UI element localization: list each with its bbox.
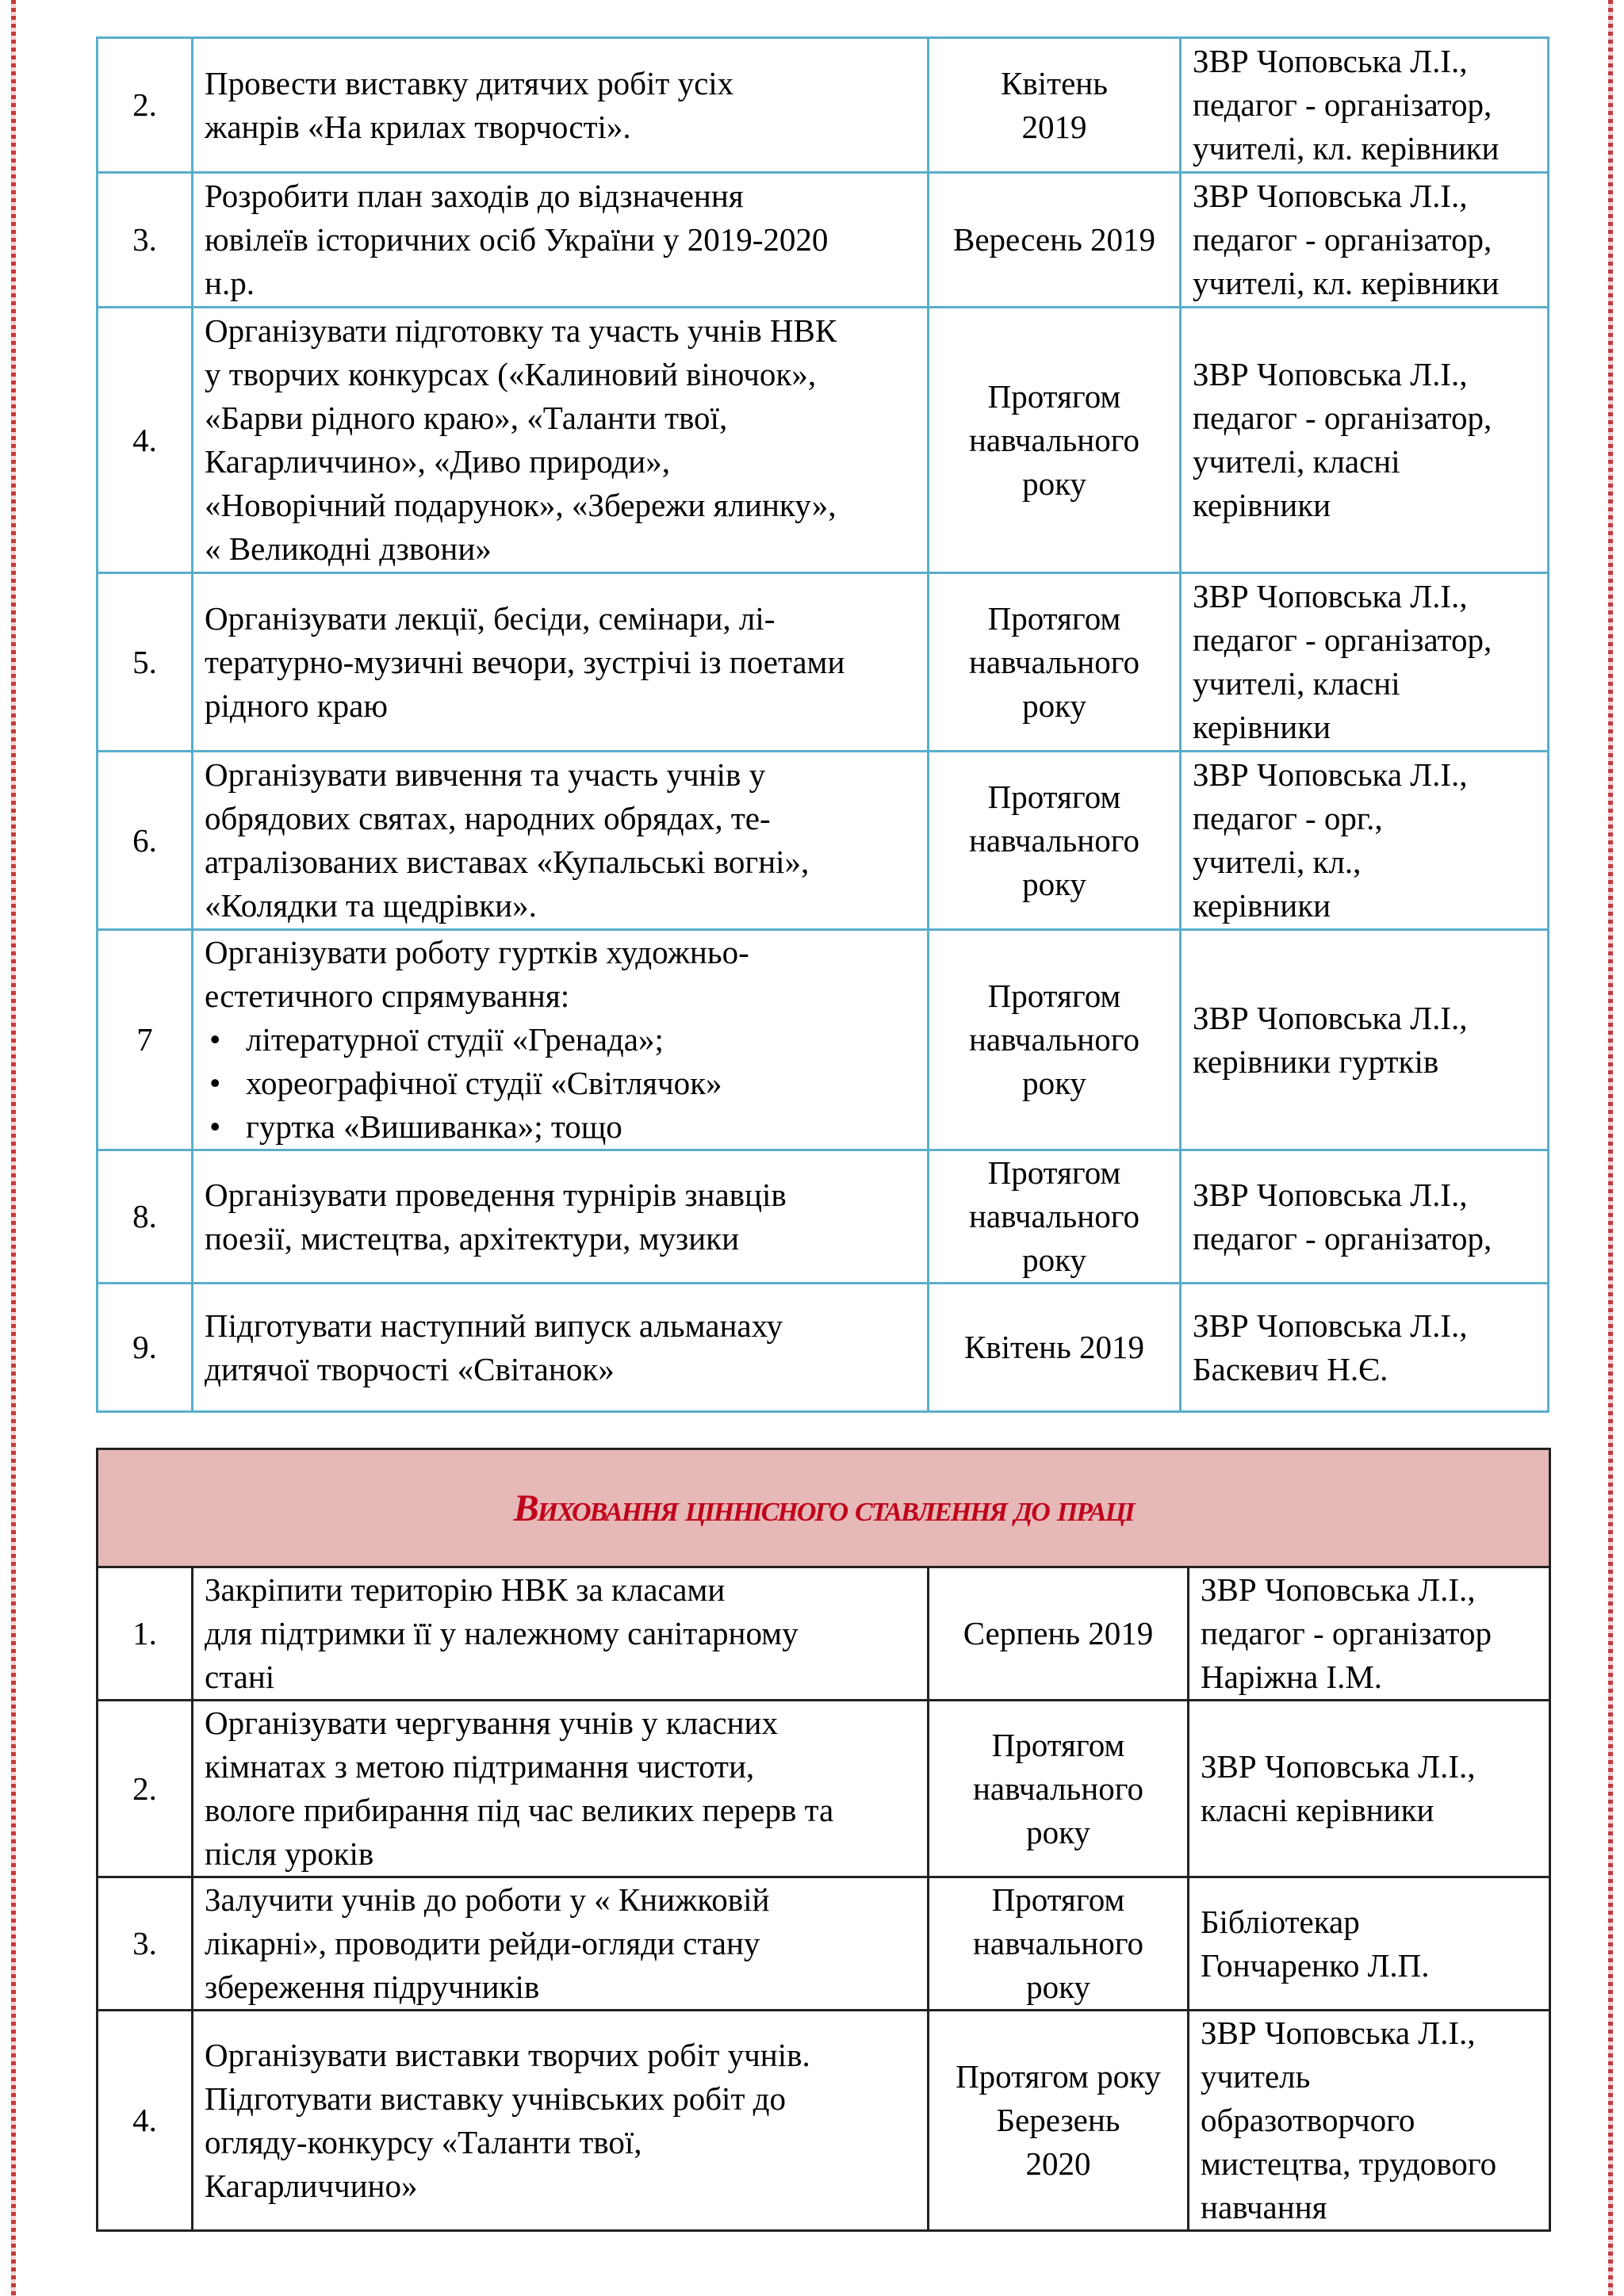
text-line: кімнатах з метою підтримання чистоти,: [205, 1748, 755, 1785]
text-line: рідного краю: [205, 687, 388, 724]
text-line: учителі, класні: [1193, 443, 1400, 480]
task-cell: [193, 930, 929, 1150]
text-line: Вересень 2019: [952, 221, 1156, 258]
text-line: навчального: [972, 1925, 1143, 1961]
text-line: Організувати підготовку та участь учнів НВК: [205, 312, 837, 349]
table-row: [98, 1284, 1549, 1412]
text-line: Протягом: [987, 778, 1121, 815]
text-line: навчання: [1201, 2189, 1327, 2225]
text-line: 2020: [1025, 2145, 1091, 2182]
text-line: року: [1026, 1969, 1090, 2005]
section-heading: Виховання ціннісного ставлення до праці: [98, 1449, 1550, 1567]
text-line: педагог - організатор,: [1193, 622, 1492, 658]
plan-table-aesthetic: [96, 36, 1549, 1413]
table-row: [98, 308, 1549, 573]
row-number: 3.: [98, 1877, 193, 2011]
term-cell: [929, 752, 1181, 930]
responsible-cell: [1181, 308, 1549, 573]
term-cell: [929, 1150, 1181, 1284]
text-line: після уроків: [205, 1835, 374, 1872]
task-cell: [193, 752, 929, 930]
term-cell: [929, 1877, 1189, 2011]
table-row: [98, 573, 1549, 752]
text-line: року: [1022, 687, 1086, 724]
table-row: [98, 752, 1549, 930]
responsible-cell: [1189, 2011, 1550, 2231]
text-line: Організувати лекції, бесіди, семінари, лі-: [205, 599, 776, 637]
responsible-cell: [1189, 1877, 1550, 2011]
text-line: н.р.: [205, 265, 255, 301]
text-line: Протягом: [987, 377, 1121, 415]
text-line: «Барви рідного краю», «Таланти твої,: [205, 400, 728, 436]
text-line: учителі, кл.,: [1193, 844, 1362, 880]
page-border-left: [11, 0, 16, 2296]
text-line: 2019: [1021, 108, 1087, 145]
text-line: Гончаренко Л.П.: [1201, 1946, 1430, 1984]
task-cell: [193, 38, 929, 173]
text-line: Організувати вивчення та участь учнів у: [205, 756, 766, 793]
task-cell: [193, 573, 929, 752]
task-cell: [193, 1701, 929, 1877]
text-line: навчального: [968, 1198, 1139, 1234]
text-line: Баскевич Н.Є.: [1193, 1350, 1388, 1387]
text-line: навчального: [972, 1770, 1143, 1807]
text-line: стані: [205, 1659, 275, 1695]
text-line: учителі, кл. керівники: [1193, 130, 1500, 166]
text-line: педагог - орг.,: [1193, 800, 1383, 836]
text-line: огляду-конкурсу «Таланти твої,: [205, 2123, 642, 2160]
responsible-cell: [1189, 1567, 1550, 1701]
text-line: збереження підручників: [205, 1969, 540, 2005]
text-line: педагог - організатор,: [1193, 221, 1492, 258]
text-line: Квітень: [1001, 64, 1108, 101]
text-line: Розробити план заходів до відзначення: [205, 178, 744, 214]
row-number: 7: [98, 930, 193, 1150]
row-number: 4.: [98, 308, 193, 573]
text-line: року: [1022, 1065, 1086, 1101]
text-line: класні керівники: [1201, 1792, 1434, 1828]
text-line: Протягом: [987, 978, 1121, 1014]
bullet-item: • хореографічної студії «Світлячок»: [209, 1062, 916, 1105]
text-line: Протягом: [987, 599, 1121, 637]
responsible-cell: [1181, 1284, 1549, 1412]
text-line: атралізованих виставах «Купальські вогні»,: [205, 844, 810, 880]
text-line: мистецтва, трудового: [1201, 2145, 1497, 2182]
text-line: Протягом року: [956, 2058, 1161, 2095]
responsible-cell: [1181, 173, 1549, 308]
responsible-cell: [1181, 930, 1549, 1150]
table-row: [98, 38, 1549, 173]
term-cell: [929, 308, 1181, 573]
text-line: Підготувати виставку учнівських робіт до: [205, 2080, 786, 2117]
text-line: ЗВР Чоповська Л.І.,: [1193, 999, 1468, 1036]
text-line: Організувати чергування учнів у класних: [205, 1705, 778, 1741]
text-line: навчального: [968, 1021, 1139, 1058]
text-line: педагог - організатор,: [1193, 1219, 1492, 1257]
term-cell: [929, 1701, 1189, 1877]
text-line: Закріпити територію НВК за класами: [205, 1571, 726, 1608]
text-line: для підтримки її у належному санітарному: [205, 1615, 799, 1651]
bullet-item: • літературної студії «Гренада»;: [209, 1018, 916, 1062]
text-line: ЗВР Чоповська Л.І.,: [1193, 756, 1468, 793]
text-line: Бібліотекар: [1201, 1903, 1360, 1940]
table-row: [98, 1877, 1550, 2011]
text-line: Кагарличчино», «Диво природи»,: [205, 443, 670, 480]
responsible-cell: [1181, 1150, 1549, 1284]
text-line: ЗВР Чоповська Л.І.,: [1201, 2015, 1476, 2051]
text-line: Наріжна І.М.: [1201, 1659, 1383, 1695]
text-line: року: [1022, 465, 1086, 502]
text-line: ЗВР Чоповська Л.І.,: [1193, 1176, 1468, 1213]
term-cell: [929, 2011, 1189, 2231]
text-line: ЗВР Чоповська Л.І.,: [1193, 1307, 1468, 1344]
task-cell: [193, 1284, 929, 1412]
page-border-right: [1608, 0, 1613, 2296]
term-cell: [929, 930, 1181, 1150]
text-line: образотворчого: [1201, 2102, 1415, 2138]
table-row: [98, 1701, 1550, 1877]
text-line: Організувати проведення турнірів знавців: [205, 1176, 787, 1213]
responsible-cell: [1181, 752, 1549, 930]
text-line: учитель: [1201, 2058, 1311, 2095]
task-cell: [193, 308, 929, 573]
text-line: навчального: [968, 421, 1139, 458]
row-number: 2.: [98, 38, 193, 173]
row-number: 6.: [98, 752, 193, 930]
text-line: Квітень 2019: [963, 1329, 1145, 1365]
term-cell: [929, 173, 1181, 308]
text-line: року: [1022, 1242, 1086, 1278]
text-line: навчального: [968, 643, 1139, 680]
text-line: «Колядки та щедрівки».: [205, 887, 537, 924]
text-line: Провести виставку дитячих робіт усіх: [205, 64, 734, 101]
row-number: 8.: [98, 1150, 193, 1284]
table-row: [98, 1567, 1550, 1701]
row-number: 1.: [98, 1567, 193, 1701]
text-line: року: [1026, 1813, 1090, 1850]
text-line: року: [1022, 865, 1086, 902]
text-line: Кагарличчино»: [205, 2167, 418, 2204]
text-line: керівники: [1193, 887, 1331, 924]
text-line: Залучити учнів до роботи у « Книжковій: [205, 1881, 770, 1918]
text-line: керівники: [1193, 709, 1331, 745]
row-number: 2.: [98, 1701, 193, 1877]
section-heading-row: [98, 1449, 1550, 1567]
text-line: Підготувати наступний випуск альманаху: [205, 1307, 783, 1344]
row-number: 3.: [98, 173, 193, 308]
table-row: [98, 173, 1549, 308]
text-line: учителі, кл. керівники: [1193, 265, 1500, 301]
text-line: Протягом: [991, 1881, 1125, 1918]
text-line: педагог - організатор: [1201, 1615, 1492, 1651]
task-cell: [193, 1150, 929, 1284]
bullet-list: [205, 1018, 916, 1149]
task-cell: [193, 2011, 929, 2231]
row-number: 5.: [98, 573, 193, 752]
text-line: ювілеїв історичних осіб України у 2019-2020: [205, 221, 829, 258]
task-cell: [193, 173, 929, 308]
term-cell: [929, 38, 1181, 173]
responsible-cell: [1181, 573, 1549, 752]
text-line: Березень: [996, 2102, 1120, 2138]
text-line: ЗВР Чоповська Л.І.,: [1193, 578, 1468, 614]
term-cell: [929, 1284, 1181, 1412]
text-line: поезії, мистецтва, архітектури, музики: [205, 1219, 740, 1257]
term-cell: [929, 1567, 1189, 1701]
text-line: Організувати роботу гуртків художньо-: [205, 934, 749, 970]
bullet-item: • гуртка «Вишиванка»; тощо: [209, 1105, 916, 1149]
text-line: Протягом: [991, 1726, 1125, 1763]
table-row: [98, 2011, 1550, 2231]
text-line: учителі, класні: [1193, 665, 1400, 702]
text-line: Протягом: [987, 1154, 1121, 1191]
plan-table-labour: [96, 1448, 1551, 2232]
text-line: дитячої творчості «Світанок»: [205, 1350, 615, 1387]
table-row: [98, 930, 1549, 1150]
text-line: ЗВР Чоповська Л.І.,: [1193, 43, 1468, 79]
row-number: 4.: [98, 2011, 193, 2231]
text-line: обрядових святах, народних обрядах, те-: [205, 800, 771, 836]
text-line: ЗВР Чоповська Л.І.,: [1193, 178, 1468, 214]
term-cell: [929, 573, 1181, 752]
text-line: вологе прибирання під час великих перерв та: [205, 1792, 834, 1828]
text-line: педагог - організатор,: [1193, 86, 1492, 123]
text-line: естетичного спрямування:: [205, 978, 570, 1014]
text-line: лікарні», проводити рейди-огляди стану: [205, 1925, 760, 1961]
text-line: «Новорічний подарунок», «Збережи ялинку»,: [205, 487, 837, 523]
text-line: Організувати виставки творчих робіт учнів.: [205, 2036, 810, 2073]
text-line: « Великодні дзвони»: [205, 530, 492, 567]
task-cell: [193, 1567, 929, 1701]
text-line: керівники гуртків: [1193, 1043, 1439, 1080]
text-line: жанрів «На крилах творчості».: [205, 108, 631, 145]
text-line: навчального: [968, 821, 1139, 859]
text-line: Серпень 2019: [963, 1615, 1154, 1651]
text-line: у творчих конкурсах («Калиновий віночок»,: [205, 356, 817, 392]
text-line: керівники: [1193, 487, 1331, 523]
text-line: педагог - організатор,: [1193, 400, 1492, 436]
table-row: [98, 1150, 1549, 1284]
text-line: ЗВР Чоповська Л.І.,: [1201, 1748, 1476, 1785]
text-line: ЗВР Чоповська Л.І.,: [1193, 356, 1468, 392]
responsible-cell: [1181, 38, 1549, 173]
responsible-cell: [1189, 1701, 1550, 1877]
row-number: 9.: [98, 1284, 193, 1412]
text-line: тературно-музичні вечори, зустрічі із поетами: [205, 643, 845, 680]
text-line: ЗВР Чоповська Л.І.,: [1201, 1571, 1476, 1608]
task-cell: [193, 1877, 929, 2011]
